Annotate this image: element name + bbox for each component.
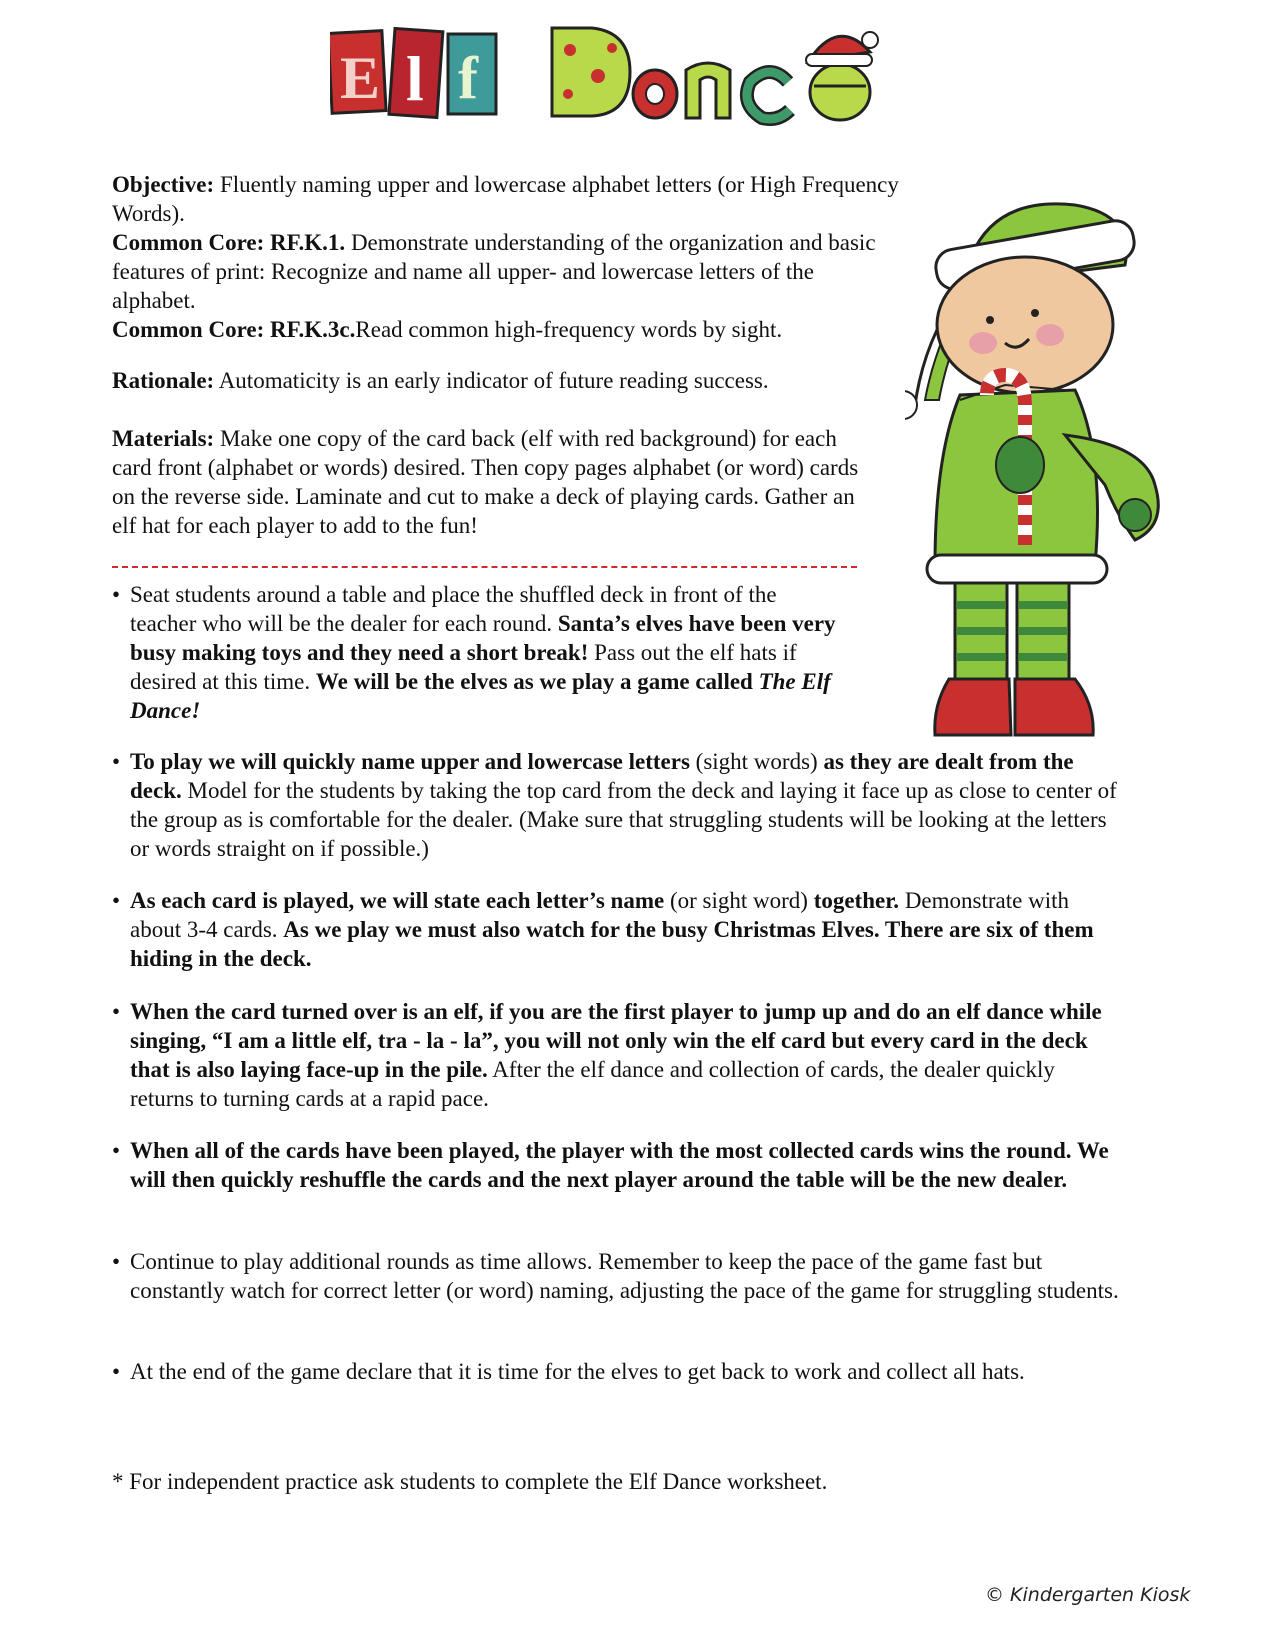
instruction-bullet-1 (112, 580, 847, 725)
bullet-dot: • (112, 582, 121, 607)
instruction-bullet-7 (112, 1357, 1122, 1386)
common-core-1-text: Demonstrate understanding of the organization and basic features of print: Recognize and name all upper- and lowercase letters of the alphabet. (112, 230, 876, 313)
bullet-1-text-1: Seat students around a table and place the shuffled deck in front of the teacher who will be the dealer for each round. (130, 582, 777, 636)
bullet-3-text-2: Demonstrate with about 3-4 cards. (130, 888, 1069, 942)
bullet-dot: • (112, 999, 121, 1024)
dashed-divider (112, 566, 857, 568)
svg-text:l: l (406, 43, 424, 114)
independent-practice-note: * For independent practice ask students to complete the Elf Dance worksheet. (112, 1469, 828, 1494)
common-core-1-label: Common Core: RF.K.1. (112, 230, 346, 255)
instruction-bullet-4 (112, 997, 1122, 1113)
common-core-2-paragraph (112, 315, 902, 344)
bullet-5-bold-1: When all of the cards have been played, the player with the most collected cards wins the round. We will then quickly reshuffle the cards and the next player around the table will be the new dealer. (130, 1138, 1109, 1192)
bullet-dot: • (112, 1359, 121, 1384)
instruction-bullet-2 (112, 747, 1122, 863)
common-core-1-paragraph (112, 228, 902, 315)
objective-text: Fluently naming upper and lowercase alphabet letters (or High Frequency Words). (112, 172, 899, 226)
rationale-text: Automaticity is an early indicator of future reading success. (214, 368, 769, 393)
instruction-bullet-6 (112, 1247, 1122, 1305)
common-core-2-label: Common Core: RF.K.3c. (112, 317, 356, 342)
copyright-notice: © Kindergarten Kiosk (985, 1584, 1191, 1606)
objective-paragraph (112, 170, 902, 228)
materials-text: Make one copy of the card back (elf with red background) for each card front (alphabet or words) desired. Then copy pages alphabet (or word) cards on the reverse side. Laminate and cut to make a deck of playing cards. Gather an elf hat for each player to add to the fun! (112, 426, 859, 538)
bullet-dot: • (112, 888, 121, 913)
bullet-2-bold-1: To play we will quickly name upper and lowercase letters (130, 749, 690, 774)
bullet-4-bold-1: When the card turned over is an elf, if you are the first player to jump up and do an elf dance while singing, “I am a little elf, tra - la - la”, you will not only win the elf card but every card in the deck that is also laying face-up in the pile. (130, 999, 1102, 1082)
bullet-1-bold-2: We will be the elves as we play a game called (315, 669, 759, 694)
bullet-3-bold-3: As we play we must also watch for the busy Christmas Elves. There are six of them hiding in the deck. (130, 917, 1094, 971)
elf-illustration (905, 195, 1225, 785)
bullet-3-bold-1: As each card is played, we will state each letter’s name (130, 888, 665, 913)
bullet-dot: • (112, 749, 121, 774)
svg-text:f: f (458, 45, 478, 111)
bullet-dot: • (112, 1249, 121, 1274)
bullet-6-text-1: Continue to play additional rounds as time allows. Remember to keep the pace of the game fast but constantly watch for correct letter (or word) naming, adjusting the pace of the game for struggling students. (130, 1249, 1119, 1303)
bullet-3-text-1: (or sight word) (664, 888, 814, 913)
objective-label: Objective: (112, 172, 215, 197)
bullet-1-text-2: Pass out the elf hats if desired at this time. (130, 640, 797, 694)
bullet-dot: • (112, 1138, 121, 1163)
bullet-2-bold-2: as they are dealt from the deck. (130, 749, 1074, 803)
bullet-4-text-1: After the elf dance and collection of cards, the dealer quickly returns to turning cards at a rapid pace. (130, 1057, 1055, 1111)
bullet-1-bold-1: Santa’s elves have been very busy making toys and they need a short break! (130, 611, 836, 665)
rationale-label: Rationale: (112, 368, 215, 393)
bullet-2-text-2: Model for the students by taking the top card from the deck and laying it face up as close to center of the group as is comfortable for the dealer. (Make sure that struggling students will be looking at the letters or words straight on if possible.) (130, 778, 1117, 861)
elf-dance-title-art (330, 22, 890, 130)
common-core-2-text: Read common high-frequency words by sight. (355, 317, 783, 342)
bullet-3-bold-2: together. (813, 888, 900, 913)
bullet-7-text-1: At the end of the game declare that it is time for the elves to get back to work and collect all hats. (130, 1359, 1025, 1384)
bullet-2-text-1: (sight words) (689, 749, 824, 774)
rationale-paragraph (112, 366, 902, 395)
materials-paragraph (112, 424, 872, 540)
svg-text:E: E (340, 45, 381, 111)
instruction-bullet-5 (112, 1136, 1122, 1194)
materials-label: Materials: (112, 426, 215, 451)
intro-section (112, 170, 902, 344)
instruction-bullet-3 (112, 886, 1122, 973)
bullet-1-game-name: The Elf Dance! (130, 669, 831, 723)
